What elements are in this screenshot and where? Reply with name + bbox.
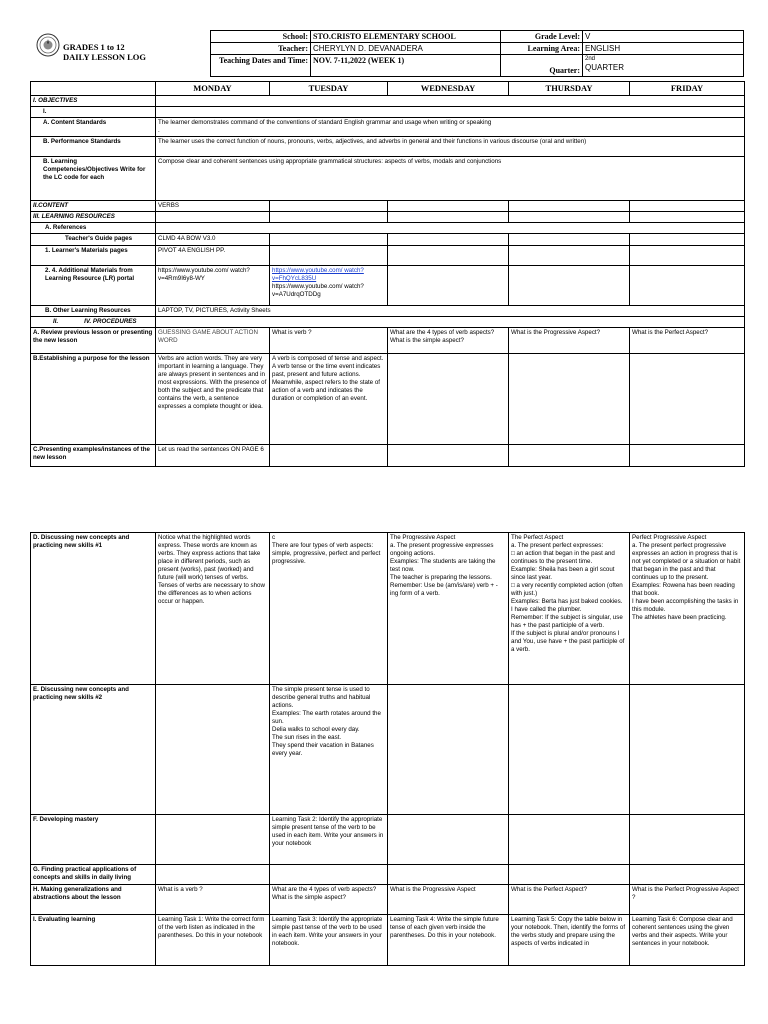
form-title: GRADES 1 to 12 DAILY LESSON LOG	[63, 42, 146, 62]
review-wednesday: What are the 4 types of verb aspects? What is the simple aspect?	[388, 328, 509, 354]
procedures-section: II. IV. PROCEDURES	[31, 317, 156, 328]
day-tuesday: TUESDAY	[270, 82, 388, 96]
evaluating-thursday: Learning Task 5: Copy the table below in your notebook. Then, identify the forms of the verbs study and prepare using the aspects of verbs indicated in	[509, 915, 630, 966]
content-monday: VERBS	[156, 201, 270, 212]
generalizations-friday: What is the Perfect Progressive Aspect ?	[630, 885, 745, 915]
corner-cell	[31, 82, 156, 96]
discussing-2-tuesday: The simple present tense is used to describe general truths and habitual actions. Examples: The earth rotates around the sun. Delia walks to school every day. The sun rises in the east. They spend their vacation in Batanes every year.	[270, 685, 388, 815]
discussing-2-label: E. Discussing new concepts and practicing new skills #2	[31, 685, 156, 815]
review-monday: GUESSING GAME ABOUT ACTION WORD	[156, 328, 270, 354]
day-wednesday: WEDNESDAY	[388, 82, 509, 96]
references-label: A. References	[31, 223, 156, 234]
evaluating-wednesday: Learning Task 4: Write the simple future tense of each given verb inside the parentheses. Do this in your notebook.	[388, 915, 509, 966]
generalizations-thursday: What is the Perfect Aspect?	[509, 885, 630, 915]
deped-seal	[36, 33, 60, 57]
discussing-1-thursday: The Perfect Aspect a. The present perfect expresses: □ an action that began in the past and continues to the present time. Example: Sheila has been a girl scout since last year. □ a very recently completed action (often with just.) Examples: Berta has just baked cookies. I have called the plumber. Remember: If the subject is singular, use has + the past participle of a verb. If the subject is plural and/or pronouns I and You, use have + the past participle of a verb.	[509, 533, 630, 685]
generalizations-label: H. Making generalizations and abstractions about the lesson	[31, 885, 156, 915]
discussing-1-wednesday: The Progressive Aspect a. The present progressive expresses ongoing actions. Examples: The students are taking the test now. The teacher is preparing the lessons. Remember: Use be (am/is/are) verb + -ing form of a verb.	[388, 533, 509, 685]
dates-label: Teaching Dates and Time:	[211, 55, 311, 77]
generalizations-wednesday: What is the Progressive Aspect	[388, 885, 509, 915]
area-label: Learning Area:	[501, 43, 583, 55]
presenting-examples-label: C.Presenting examples/instances of the new lesson	[31, 445, 156, 467]
discussing-1-friday: Perfect Progressive Aspect a. The present perfect progressive expresses an action in progress that is not yet completed or a situation or habit that began in the past and that continues up to the present. Examples: Rowena has been reading that book. I have been accomplishing the tasks in this module. The athletes have been practicing.	[630, 533, 745, 685]
objectives-sub: I.	[31, 107, 156, 118]
review-friday: What is the Perfect Aspect?	[630, 328, 745, 354]
learners-materials-label: 1. Learner's Materials pages	[31, 246, 156, 266]
day-monday: MONDAY	[156, 82, 270, 96]
school-value: STO.CRISTO ELEMENTARY SCHOOL	[311, 31, 501, 43]
competencies: Compose clear and coherent sentences using appropriate grammatical structures: aspects of verbs, modals and conjunctions	[156, 157, 745, 201]
generalizations-monday: What is a verb ?	[156, 885, 270, 915]
resources-section: III. LEARNING RESOURCES	[31, 212, 156, 223]
day-thursday: THURSDAY	[509, 82, 630, 96]
discussing-1-tuesday: c There are four types of verb aspects: simple, progressive, perfect and perfect progressive.	[270, 533, 388, 685]
teachers-guide: CLMD 4A BOW V3.0	[156, 234, 270, 246]
presenting-examples-monday: Let us read the sentences ON PAGE 6	[156, 445, 270, 467]
additional-materials-tuesday: https://www.youtube.com/ watch?v=FhQYcL835U https://www.youtube.com/ watch?v=A7UdrqOTDDg	[270, 266, 388, 306]
grade-label: Grade Level:	[501, 31, 583, 43]
additional-materials-label: 2. 4. Additional Materials from Learning Resource (LR) portal	[31, 266, 156, 306]
dates-value: NOV. 7-11,2022 (WEEK 1)	[311, 55, 501, 77]
grade-value: V	[583, 31, 744, 43]
area-value: ENGLISH	[583, 43, 744, 55]
quarter-label: Quarter:	[501, 55, 583, 77]
review-thursday: What is the Progressive Aspect?	[509, 328, 630, 354]
evaluating-label: I. Evaluating learning	[31, 915, 156, 966]
performance-standards: The learner uses the correct function of nouns, pronouns, verbs, adjectives, and adverbs in general and their functions in various discourse (oral and written)	[156, 137, 745, 157]
learners-materials: PIVOT 4A ENGLISH PP.	[156, 246, 270, 266]
header-info-table	[210, 30, 744, 77]
school-label: School:	[211, 31, 311, 43]
mastery-label: F. Developing mastery	[31, 815, 156, 865]
lesson-log-table-top	[30, 81, 745, 467]
lesson-log-table-bottom	[30, 532, 745, 966]
teacher-label: Teacher:	[211, 43, 311, 55]
evaluating-tuesday: Learning Task 3: Identify the appropriate simple past tense of the verb to be used in each item. Write your answers in your notebook.	[270, 915, 388, 966]
day-friday: FRIDAY	[630, 82, 745, 96]
content-standards-label: A. Content Standards	[31, 118, 156, 137]
review-label: A. Review previous lesson or presenting the new lesson	[31, 328, 156, 354]
review-tuesday: What is verb ?	[270, 328, 388, 354]
evaluating-friday: Learning Task 6: Compose clear and coherent sentences using the given verbs and their aspects. Write your sentences in your notebook.	[630, 915, 745, 966]
mastery-tuesday: Learning Task 2: Identify the appropriate simple present tense of the verb to be used in each item. Write your answers in your notebook	[270, 815, 388, 865]
teachers-guide-label: Teacher's Guide pages	[31, 234, 156, 246]
competencies-label: B. Learning Competencies/Objectives Write for the LC code for each	[31, 157, 156, 201]
applications-label: G. Finding practical applications of concepts and skills in daily living	[31, 865, 156, 885]
other-resources: LAPTOP, TV, PICTURES, Activity Sheets	[156, 306, 745, 317]
other-resources-label: B. Other Learning Resources	[31, 306, 156, 317]
purpose-label: B.Establishing a purpose for the lesson	[31, 354, 156, 445]
quarter-value: 2nd QUARTER	[583, 55, 744, 77]
discussing-1-monday: Notice what the highlighted words express. These words are known as verbs. They express actions that take place in different periods, such as present (works), past (worked) and future (will work) tenses of verbs. Tenses of verbs are necessary to show the differences as to when actions occur or happen.	[156, 533, 270, 685]
teacher-value: CHERYLYN D. DEVANADERA	[311, 43, 501, 55]
generalizations-tuesday: What are the 4 types of verb aspects? What is the simple aspect?	[270, 885, 388, 915]
discussing-1-label: D. Discussing new concepts and practicing new skills #1	[31, 533, 156, 685]
evaluating-monday: Learning Task 1: Write the correct form of the verb listen as indicated in the parentheses. Do this in your notebook	[156, 915, 270, 966]
purpose-monday: Verbs are action words. They are very important in learning a language. They are always present in sentences and in most expressions. With the presence of both the subject and the predicate that contains the verb, a sentence expresses a complete thought or idea.	[156, 354, 270, 445]
content-label: II.CONTENT	[31, 201, 156, 212]
additional-materials-monday: https://www.youtube.com/ watch?v=4Rm9I6y8-WY	[156, 266, 270, 306]
objectives-section: I. OBJECTIVES	[31, 96, 156, 107]
content-standards: The learner demonstrates command of the conventions of standard English grammar and usage when writing or speaking .	[156, 118, 745, 137]
performance-standards-label: B. Performance Standards	[31, 137, 156, 157]
purpose-tuesday: A verb is composed of tense and aspect. A verb tense or the time event indicates past, present and future actions. Meanwhile, aspect refers to the state of action of a verb and indicates the duration or completion of an event.	[270, 354, 388, 445]
youtube-link[interactable]: https://www.youtube.com/ watch?v=FhQYcL835U	[272, 267, 364, 282]
